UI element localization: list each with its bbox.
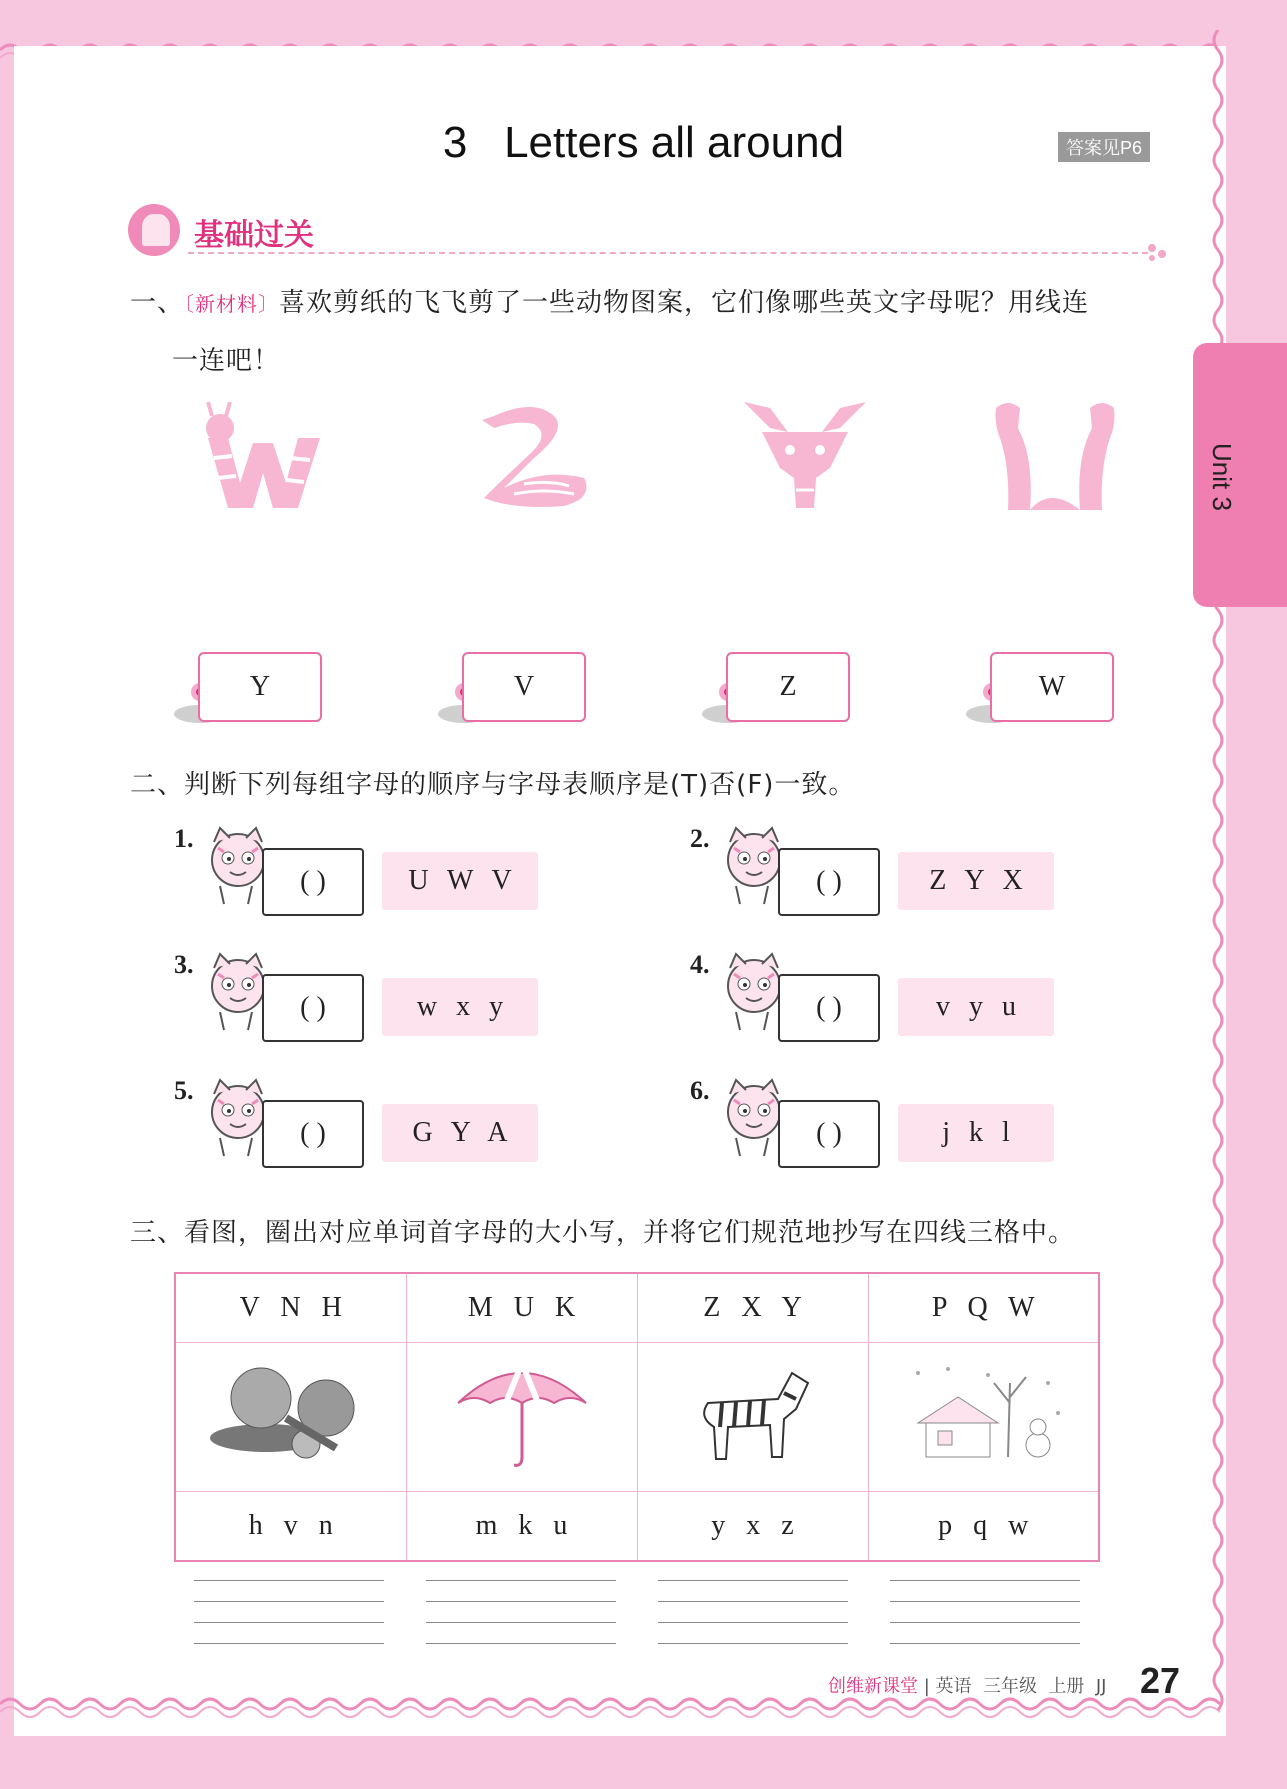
new-material-tag: 〔新材料〕 [184,292,280,316]
question-1-number: 一、 [130,288,185,318]
footer-book-info: 英语 三年级 上册 JJ [935,1676,1107,1697]
dogs-v-papercut-icon [990,398,1120,518]
question-1-text [130,282,1089,319]
four-line-writing-grid-2[interactable] [426,1580,616,1652]
letter-sequence-3: w x y [382,978,538,1036]
girl-mascot-icon [128,204,180,256]
picture-cell [175,1343,406,1492]
question-3-text: 三、看图，圈出对应单词首字母的大小写，并将它们规范地抄写在四线三格中。 [130,1218,1076,1248]
four-line-writing-grid-3[interactable] [658,1580,848,1652]
letter-box-2[interactable]: V [462,652,586,722]
picture-cell [637,1343,868,1492]
letter-box-1[interactable]: Y [198,652,322,722]
answer-paren-box-3[interactable]: ( ) [262,974,364,1042]
question-2-text: 二、判断下列每组字母的顺序与字母表顺序是(T)否(F)一致。 [130,770,856,800]
item-number: 3. [174,950,194,979]
answer-paren-box-4[interactable]: ( ) [778,974,880,1042]
swan-z-papercut-icon [474,398,604,518]
lowercase-options-2[interactable]: m k u [406,1492,637,1562]
letter-sequence-6: j k l [898,1104,1054,1162]
letter-sequence-2: Z Y X [898,852,1054,910]
lowercase-options-4[interactable]: p q w [868,1492,1099,1562]
item-number: 6. [690,1076,710,1105]
deer-head-y-papercut-icon [740,398,870,518]
section-divider [188,252,1148,254]
umbrella-icon [452,1353,592,1473]
answer-paren-box-2[interactable]: ( ) [778,848,880,916]
answer-paren-box-6[interactable]: ( ) [778,1100,880,1168]
item-number: 5. [174,1076,194,1105]
uppercase-options-3[interactable]: Z X Y [637,1273,868,1343]
letter-sequence-1: U W V [382,852,538,910]
page-footer [828,1672,1106,1698]
answer-reference-badge: 答案见P6 [1058,132,1150,162]
footer-brand: 创维新课堂 [828,1676,918,1697]
uppercase-options-1[interactable]: V N H [175,1273,406,1343]
section-heading [128,204,1168,254]
letter-box-3[interactable]: Z [726,652,850,722]
picture-cell [406,1343,637,1492]
letter-sequence-5: G Y A [382,1104,538,1162]
picture-cell [868,1343,1099,1492]
four-line-writing-grid-1[interactable] [194,1580,384,1652]
section-title: 基础过关 [194,218,314,253]
answer-paren-box-1[interactable]: ( ) [262,848,364,916]
snow-house-icon [898,1353,1068,1473]
vegetables-icon [206,1358,376,1468]
page-number: 27 [1140,1660,1181,1701]
answer-paren-box-5[interactable]: ( ) [262,1100,364,1168]
zebra-icon [688,1353,818,1473]
unit-tab-label: Unit 3 [1207,443,1237,511]
item-number: 1. [174,824,194,853]
item-number: 2. [690,824,710,853]
question-1-text-cont: 一连吧！ [172,346,281,376]
right-wave-border [1212,30,1238,1730]
four-line-writing-grid-4[interactable] [890,1580,1080,1652]
uppercase-options-4[interactable]: P Q W [868,1273,1099,1343]
letter-box-4[interactable]: W [990,652,1114,722]
item-number: 4. [690,950,710,979]
footer-separator: | [918,1676,936,1697]
unit-side-tab [1193,343,1287,607]
letter-picture-table [174,1272,1100,1562]
dots-decoration-icon [1146,242,1176,262]
caterpillar-w-papercut-icon [198,398,328,518]
page-title: 3 Letters all around [442,118,845,167]
lowercase-options-1[interactable]: h v n [175,1492,406,1562]
lowercase-options-3[interactable]: y x z [637,1492,868,1562]
letter-sequence-4: v y u [898,978,1054,1036]
uppercase-options-2[interactable]: M U K [406,1273,637,1343]
question-1-prompt: 喜欢剪纸的飞飞剪了一些动物图案，它们像哪些英文字母呢？用线连 [279,288,1090,318]
